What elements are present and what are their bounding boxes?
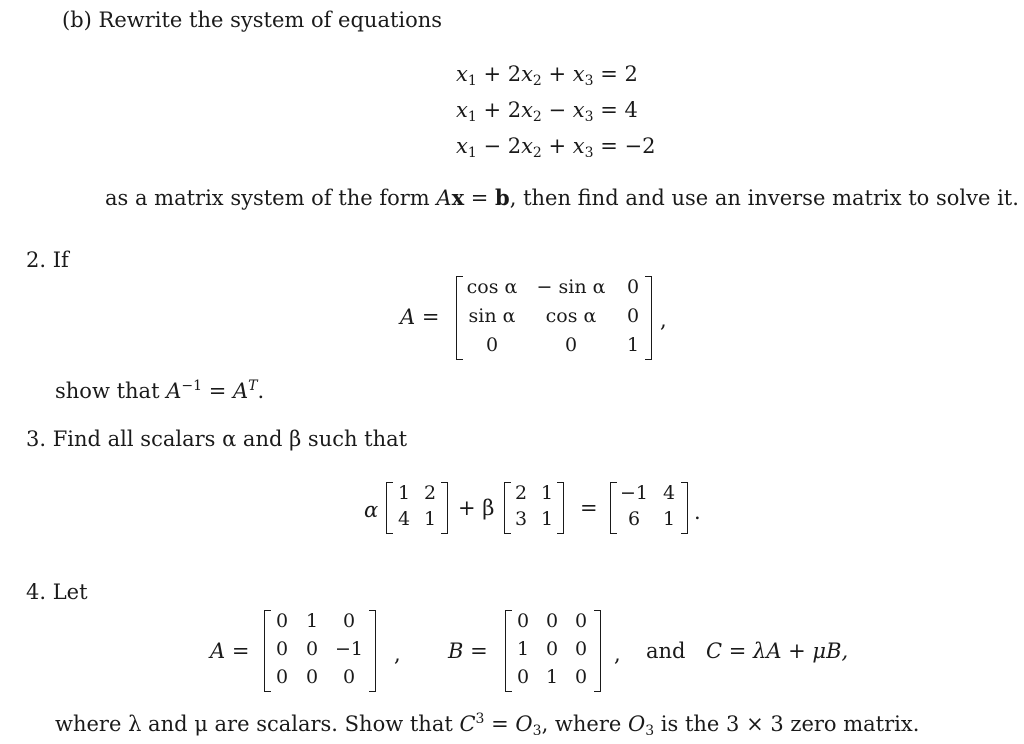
matrix-cell: 0 xyxy=(574,666,588,688)
q3-text: 3. Find all scalars α and β such that xyxy=(26,427,408,451)
matrix-cell: 0 xyxy=(275,666,289,688)
matrix-cell: 0 xyxy=(516,666,530,688)
matrix-cell: cos α xyxy=(466,276,518,298)
matrix-cell: 0 xyxy=(305,638,319,660)
matrix-cell: 0 xyxy=(342,610,356,632)
matrix-cell: −1 xyxy=(619,482,648,504)
matrix-cell: 4 xyxy=(662,482,676,504)
q4-matrix-B xyxy=(505,610,601,692)
matrix-cell: cos α xyxy=(545,305,597,327)
matrix-cell: 1 xyxy=(662,508,676,530)
equation-2: $x_1 + 2x_2 - x_3 = 4$ xyxy=(456,98,638,125)
matrix-cell: 1 xyxy=(516,638,530,660)
part-b-instruction: as a matrix system of the form Ax = b, then find and use an inverse matrix to solve it. xyxy=(105,185,1019,210)
matrix-cell: 4 xyxy=(397,508,411,530)
matrix-cell: 1 xyxy=(305,610,319,632)
matrix-cell: −1 xyxy=(334,638,363,660)
matrix-cell: 1 xyxy=(423,508,437,530)
matrix-cell: 0 xyxy=(545,610,559,632)
q4-where: where λ and μ are scalars. Show that $C^3 = O_3$, where $O_3$ is the 3 × 3 zero matrix. xyxy=(55,711,920,739)
matrix-cell: 2 xyxy=(423,482,437,504)
matrix-cell: 1 xyxy=(626,334,640,356)
equation-3: $x_1 - 2x_2 + x_3 = -2$ xyxy=(456,134,656,161)
q2-trail: , xyxy=(660,308,667,332)
matrix-cell: 0 xyxy=(626,305,640,327)
q4-comma-1: , xyxy=(394,642,401,666)
matrix-cell: 1 xyxy=(540,508,554,530)
q4-C-definition: C = λA + μB, xyxy=(706,639,849,663)
matrix-cell: 0 xyxy=(485,334,499,356)
matrix-cell: 0 xyxy=(574,638,588,660)
matrix-cell: 0 xyxy=(564,334,578,356)
q4-comma-2: , xyxy=(614,642,621,666)
q3-matrix-3 xyxy=(610,482,688,534)
matrix-cell: 1 xyxy=(397,482,411,504)
q4-matrix-A xyxy=(264,610,376,692)
matrix-cell: 0 xyxy=(305,666,319,688)
matrix-cell: 3 xyxy=(514,508,528,530)
q3-alpha: α xyxy=(364,498,379,522)
matrix-cell: 0 xyxy=(626,276,640,298)
q4-and: and xyxy=(646,639,686,663)
matrix-cell: 0 xyxy=(275,610,289,632)
matrix-cell: 2 xyxy=(514,482,528,504)
matrix-cell: 6 xyxy=(627,508,641,530)
q2-number: 2. If xyxy=(26,248,69,272)
q4-A-label: A = xyxy=(210,639,250,663)
q2-matrix-label: A = xyxy=(400,305,440,329)
matrix-cell: 0 xyxy=(545,638,559,660)
matrix-cell: 0 xyxy=(275,638,289,660)
q2-rotation-matrix xyxy=(456,276,652,360)
q2-show-that: show that $A^{-1} = A^T$. xyxy=(55,378,265,403)
matrix-cell: 0 xyxy=(574,610,588,632)
q3-matrix-2 xyxy=(504,482,564,534)
q3-trail: . xyxy=(694,500,701,524)
q4-B-label: B = xyxy=(448,639,488,663)
equation-1: $x_1 + 2x_2 + x_3 = 2$ xyxy=(456,62,638,89)
q4-let: 4. Let xyxy=(26,580,88,604)
matrix-cell: 0 xyxy=(342,666,356,688)
matrix-cell: 1 xyxy=(540,482,554,504)
matrix-cell: sin α xyxy=(468,305,516,327)
matrix-cell: − sin α xyxy=(536,276,606,298)
matrix-cell: 0 xyxy=(516,610,530,632)
matrix-cell: 1 xyxy=(545,666,559,688)
part-b-heading: (b) Rewrite the system of equations xyxy=(62,8,443,32)
q3-equals: = xyxy=(580,496,598,520)
q3-plus-beta: + β xyxy=(458,496,495,520)
q3-matrix-1 xyxy=(386,482,448,534)
